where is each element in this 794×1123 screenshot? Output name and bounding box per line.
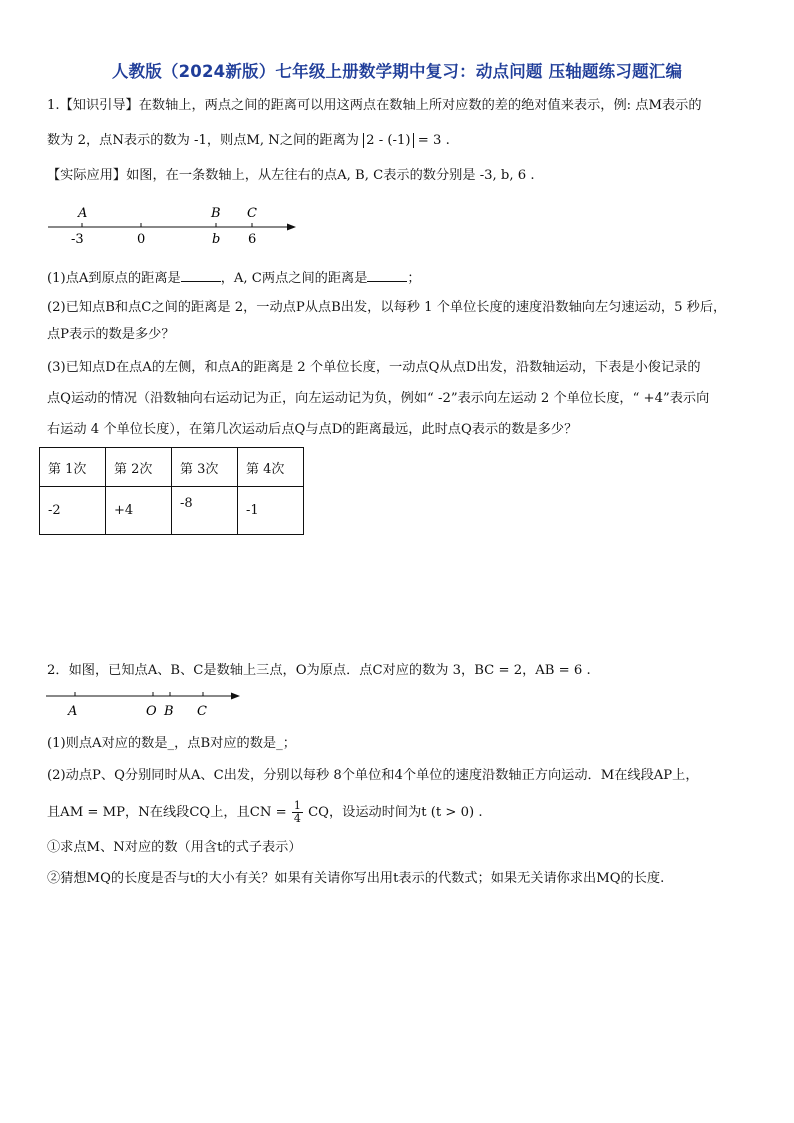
table-cell: -2 [40,487,106,535]
table-cell: -1 [238,487,304,535]
fraction-one-quarter [292,800,303,825]
table-cell: -8 [172,487,238,535]
absolute-value-expression: 2 - (-1) [363,133,413,148]
q1-part-1 [47,267,421,289]
table-header-cell: 第 4次 [238,448,304,487]
q2-part-1: (1)则点A对应的数是_，点B对应的数是_； [47,736,296,751]
axis-tick-0: 0 [137,232,146,247]
answer-blank-1[interactable] [181,267,221,282]
axis-label-b: B [211,206,221,221]
q2-part-2-line-1: (2)动点P、Q分别同时从A、C出发，分别以每秒 8个单位和4个单位的速度沿数轴正方向运动．M在线段AP上， [47,768,699,783]
axis-label-a: A [78,206,88,221]
axis-label-c: C [197,704,207,719]
q1-intro-line-2-text: 数为 2，点N表示的数为 -1，则点M, N之间的距离为 [47,133,359,148]
page-title: 人教版（2024新版）七年级上册数学期中复习：动点问题 压轴题练习题汇编 [111,62,683,81]
q2-part-2-line-2 [47,800,483,825]
axis-label-o: O [146,704,157,719]
table-header-cell: 第 3次 [172,448,238,487]
q2-sub-2: ②猜想MQ的长度是否与t的大小有关？如果有关请你写出用t表示的代数式；如果无关请你求出MQ的长度. [47,871,665,886]
table-row [40,487,304,535]
table-header-cell: 第 1次 [40,448,106,487]
answer-blank-2[interactable] [367,267,407,282]
axis-label-b: B [164,704,174,719]
fraction-denominator: 4 [293,812,301,825]
axis-label-a: A [68,704,78,719]
q1-part-3-line-2: 点Q运动的情况（沿数轴向右运动记为正，向左运动记为负，例如“ -2”表示向左运动 2 个单位长度，“ +4”表示向 [47,391,710,406]
axis-label-c: C [247,206,257,221]
q1-intro-line-2 [47,131,450,151]
q2-sub-1: ①求点M、N对应的数（用含t的式子表示） [47,840,302,855]
q2-part-2-text-a: 且AM = MP，N在线段CQ上，且CN = [47,805,287,820]
q1-part-3-line-3: 右运动 4 个单位长度），在第几次运动后点Q与点D的距离最远，此时点Q表示的数是多少？ [47,422,578,437]
table-cell: +4 [106,487,172,535]
q1-part-3-line-1: (3)已知点D在点A的左侧，和点A的距离是 2 个单位长度，一动点Q从点D出发，沿数轴运动，下表是小俊记录的 [47,360,701,375]
axis-tick-6: 6 [248,232,257,247]
q2-part-2-text-b: CQ，设运动时间为t (t > 0) . [308,805,483,820]
table-header-row [40,448,304,487]
movement-record-table [39,447,304,535]
axis-tick-neg3: -3 [71,232,84,247]
number-line-2 [40,686,250,722]
q1-intro-line-1: 1.【知识引导】在数轴上，两点之间的距离可以用这两点在数轴上所对应数的差的绝对值来表示，例: 点M表示的 [47,98,702,113]
fraction-numerator: 1 [293,799,301,812]
q1-part-1-text-a: (1)点A到原点的距离是 [47,271,181,286]
q1-apply-text: 【实际应用】如图，在一条数轴上，从左往右的点A, B, C表示的数分别是 -3, b, 6 . [47,168,535,183]
q1-intro-line-2-result: = 3 . [417,133,450,148]
q1-part-1-text-b: ，A, C两点之间的距离是 [220,271,368,286]
q1-part-2-line-2: 点P表示的数是多少？ [47,327,175,342]
q1-part-1-text-c: ； [407,271,421,286]
q1-part-2-line-1: (2)已知点B和点C之间的距离是 2，一动点P从点B出发，以每秒 1 个单位长度的速度沿数轴向左匀速运动，5 秒后， [47,300,727,315]
q2-intro-text: 2．如图，已知点A、B、C是数轴上三点，O为原点．点C对应的数为 3，BC = 2，AB = 6 . [47,663,591,678]
table-header-cell: 第 2次 [106,448,172,487]
number-line-1 [40,200,310,250]
axis-tick-b: b [212,232,221,247]
